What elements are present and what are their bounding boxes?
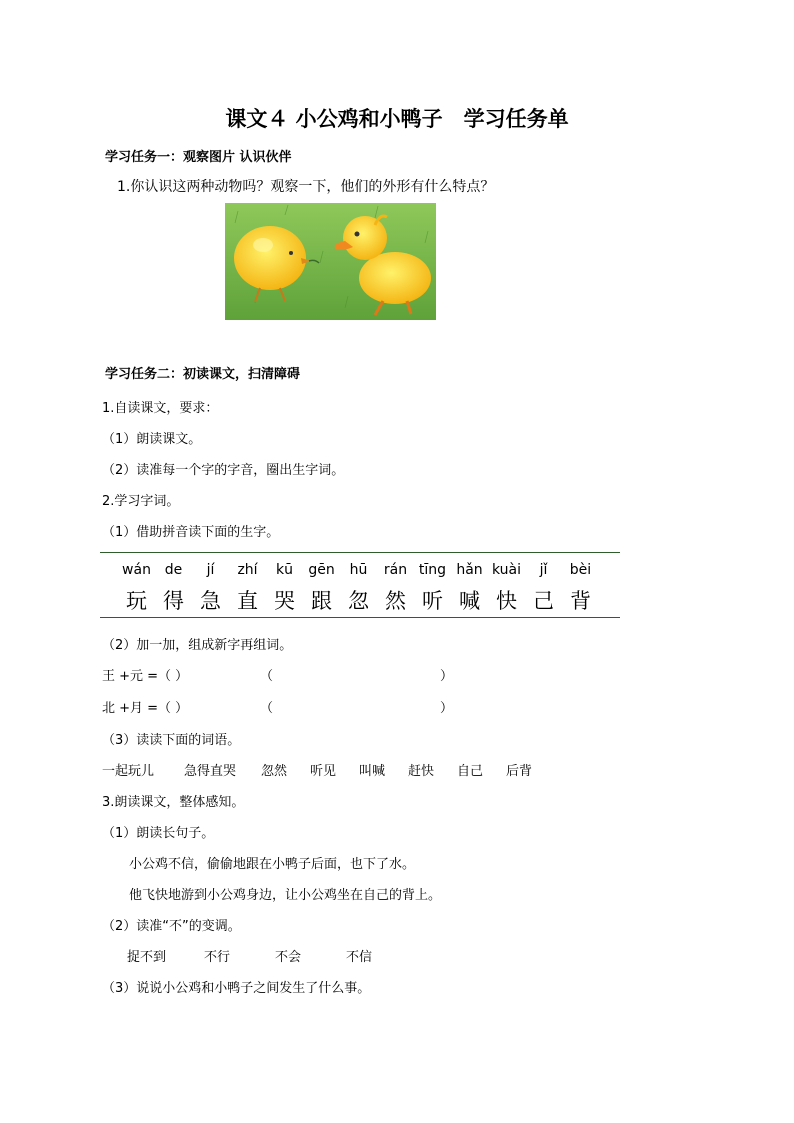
sentence-1: 小公鸡不信，偷偷地跟在小鸭子后面，也下了水。 — [129, 857, 416, 872]
instruction-read-aloud: （1）朗读课文。 — [102, 432, 202, 447]
pinyin-6: gēn — [308, 562, 335, 578]
word-7: 自己 — [457, 764, 484, 779]
word-1: 一起玩儿 — [102, 764, 155, 779]
word-5: 叫喊 — [359, 764, 386, 779]
instruction-read-words: （3）读读下面的词语。 — [102, 733, 241, 748]
chick-duckling-illustration — [225, 203, 436, 320]
instruction-pronounce: （2）读准每一个字的字音，圈出生字词。 — [102, 463, 345, 478]
bu-word-1: 捉不到 — [127, 950, 167, 965]
pinyin-12: jǐ — [539, 562, 548, 578]
section-read-text: 3.朗读课文，整体感知。 — [102, 795, 245, 810]
section-learn-words: 2.学习字词。 — [102, 494, 180, 509]
bu-word-3: 不会 — [275, 950, 302, 965]
instruction-retell: （3）说说小公鸡和小鸭子之间发生了什么事。 — [102, 981, 371, 996]
char-6: 跟 — [311, 589, 332, 613]
char-4: 直 — [237, 589, 258, 613]
pinyin-8: rán — [383, 562, 408, 578]
bu-word-4: 不信 — [346, 950, 373, 965]
bu-word-2: 不行 — [204, 950, 231, 965]
instruction-combine: （2）加一加，组成新字再组词。 — [102, 638, 293, 653]
pinyin-11: kuài — [491, 562, 522, 578]
pinyin-7: hū — [349, 562, 368, 578]
char-5: 哭 — [274, 589, 295, 613]
pinyin-row — [118, 562, 599, 578]
combo-2-close: ） — [440, 701, 454, 716]
page-title: 课文４ 小公鸡和小鸭子 学习任务单 — [225, 107, 569, 131]
pinyin-5: kū — [276, 562, 293, 578]
char-9: 听 — [422, 589, 443, 613]
combo-2-open: （ — [260, 701, 274, 716]
pinyin-4: zhí — [237, 562, 258, 578]
char-13: 背 — [570, 589, 591, 613]
task1-question: 1.你认识这两种动物吗？观察一下，他们的外形有什么特点？ — [117, 179, 495, 195]
word-6: 赶快 — [408, 764, 435, 779]
char-3: 急 — [200, 589, 221, 613]
combo-1-open: （ — [260, 669, 274, 684]
combo-1-close: ） — [440, 669, 454, 684]
instruction-bu-tone: （2）读准“不”的变调。 — [102, 919, 241, 934]
character-row — [118, 585, 599, 615]
task1-heading: 学习任务一：观察图片 认识伙伴 — [105, 150, 292, 165]
word-4: 听见 — [310, 764, 337, 779]
sentence-2: 他飞快地游到小公鸡身边，让小公鸡坐在自己的背上。 — [129, 888, 442, 903]
pinyin-10: hǎn — [456, 562, 483, 578]
pinyin-13: bèi — [569, 562, 592, 578]
task2-heading: 学习任务二：初读课文，扫清障碍 — [105, 367, 301, 382]
char-7: 忽 — [348, 589, 369, 613]
word-3: 忽然 — [261, 764, 288, 779]
char-8: 然 — [385, 589, 406, 613]
pinyin-1: wán — [122, 562, 151, 578]
char-10: 喊 — [459, 589, 480, 613]
pinyin-bottom-rule — [100, 617, 620, 618]
pinyin-3: jí — [206, 562, 215, 578]
char-12: 己 — [533, 589, 554, 613]
char-1: 玩 — [126, 589, 147, 613]
pinyin-2: de — [164, 562, 183, 578]
pinyin-9: tīng — [418, 562, 447, 578]
combo-1-left: 王 +元 =（ ） — [102, 669, 189, 684]
instruction-pinyin: （1）借助拼音读下面的生字。 — [102, 525, 280, 540]
char-11: 快 — [496, 589, 517, 613]
word-8: 后背 — [506, 764, 533, 779]
combo-2-left: 北 +月 =（ ） — [102, 701, 189, 716]
instruction-self-read: 1.自读课文，要求： — [102, 401, 219, 416]
instruction-long-sentences: （1）朗读长句子。 — [102, 826, 215, 841]
word-2: 急得直哭 — [184, 764, 237, 779]
char-2: 得 — [163, 589, 184, 613]
pinyin-top-rule — [100, 552, 620, 553]
